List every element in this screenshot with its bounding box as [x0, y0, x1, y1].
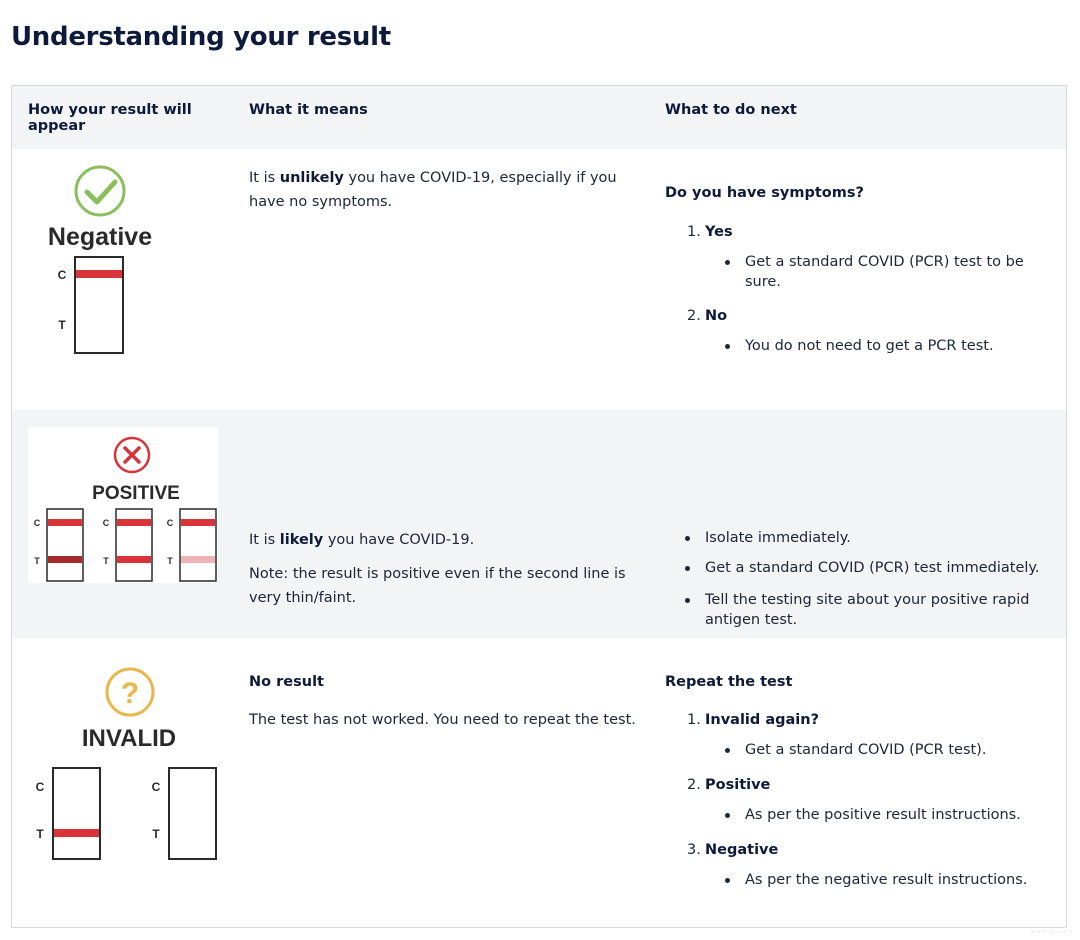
- positive-result-image: [28, 427, 218, 583]
- negative-label: Negative: [47, 223, 153, 251]
- question-icon: [107, 669, 153, 715]
- bullet-item: Get a standard COVID (PCR test).: [665, 740, 1055, 760]
- positive-note: Note: the result is positive even if the second line is very thin/faint.: [249, 566, 626, 606]
- table-row-invalid: [12, 638, 1066, 928]
- negative-next-steps: [665, 181, 1055, 356]
- invalid-illustration: [28, 666, 228, 886]
- list-number: 3.: [687, 842, 701, 858]
- header-meaning: What it means: [249, 102, 368, 118]
- list-item-yes: [665, 220, 1055, 244]
- page-title: Understanding your result: [11, 22, 391, 52]
- no-result-heading: No result: [249, 674, 324, 690]
- list-number: 1.: [687, 224, 701, 240]
- invalid-next-steps: [665, 670, 1055, 890]
- test-strip-empty: [152, 768, 216, 859]
- test-strip-strong: [34, 509, 83, 581]
- header-appearance: How your result will appear: [28, 102, 192, 134]
- meaning-text-post: you have COVID-19.: [327, 532, 475, 548]
- test-strip-t-only: [36, 768, 100, 859]
- strip-label-t: T: [36, 827, 44, 841]
- list-item-label: Yes: [705, 224, 733, 240]
- table-row-negative: [12, 149, 1066, 410]
- strip-label-t: T: [34, 556, 40, 566]
- header-next-steps: What to do next: [665, 102, 797, 118]
- positive-next-steps: [665, 528, 1055, 630]
- svg-text:?: ?: [120, 677, 140, 710]
- list-item-label: No: [705, 308, 728, 324]
- list-item-invalid-again: [665, 708, 1055, 732]
- cross-icon: [115, 438, 149, 472]
- list-item-positive: [665, 773, 1055, 797]
- bullet-item: As per the negative result instructions.: [665, 870, 1055, 890]
- bullet-item: Isolate immediately.: [665, 528, 1055, 548]
- result-table: [11, 85, 1067, 928]
- strip-label-c: C: [33, 518, 41, 528]
- meaning-emphasis: unlikely: [279, 170, 344, 186]
- repeat-test-heading: Repeat the test: [665, 674, 793, 690]
- watermark: · · · · · · ·: [1030, 927, 1072, 938]
- list-number: 2.: [687, 777, 701, 793]
- list-item-label: Invalid again?: [705, 712, 819, 728]
- table-header-row: [12, 86, 1066, 149]
- invalid-label: INVALID: [81, 725, 177, 752]
- meaning-text-pre: It is: [249, 170, 276, 186]
- symptoms-question: Do you have symptoms?: [665, 185, 864, 201]
- list-number: 1.: [687, 712, 701, 728]
- test-strip-faint: [167, 509, 216, 581]
- strip-label-t: T: [58, 318, 66, 332]
- strip-label-t: T: [103, 556, 109, 566]
- invalid-meaning-text: The test has not worked. You need to repeat the test.: [249, 712, 636, 728]
- negative-illustration: [42, 163, 192, 373]
- invalid-result-image: [28, 666, 228, 886]
- control-line: [76, 270, 122, 278]
- strip-label-c: C: [102, 518, 110, 528]
- bullet-item: Tell the testing site about your positive rapid antigen test.: [665, 590, 1055, 630]
- list-number: 2.: [687, 308, 701, 324]
- strip-label-c: C: [35, 780, 45, 794]
- test-strip: [58, 257, 123, 353]
- bullet-item: Get a standard COVID (PCR) test immediately.: [665, 558, 1055, 578]
- positive-label: POSITIVE: [92, 483, 180, 504]
- bullet-item: Get a standard COVID (PCR) test to be sure.: [665, 252, 1055, 292]
- meaning-text-pre: It is: [249, 532, 276, 548]
- meaning-text-post: you have COVID-19, especially if you have no symptoms.: [249, 170, 617, 210]
- list-item-label: Negative: [705, 842, 779, 858]
- list-item-label: Positive: [705, 777, 771, 793]
- invalid-meaning: [249, 670, 639, 742]
- strip-label-t: T: [167, 556, 173, 566]
- bullet-item: You do not need to get a PCR test.: [665, 336, 1055, 356]
- negative-result-image: [42, 163, 192, 373]
- positive-illustration: [28, 427, 218, 583]
- list-item-no: [665, 304, 1055, 328]
- negative-meaning: [249, 166, 639, 224]
- meaning-emphasis: likely: [279, 532, 324, 548]
- list-item-negative: [665, 838, 1055, 862]
- strip-label-c: C: [166, 518, 174, 528]
- strip-label-t: T: [152, 827, 160, 841]
- table-row-positive: [12, 410, 1066, 638]
- strip-label-c: C: [57, 268, 67, 282]
- strip-label-c: C: [151, 780, 161, 794]
- positive-meaning: [249, 528, 639, 620]
- test-strip-medium: [103, 509, 152, 581]
- bullet-item: As per the positive result instructions.: [665, 805, 1055, 825]
- check-icon: [76, 167, 124, 215]
